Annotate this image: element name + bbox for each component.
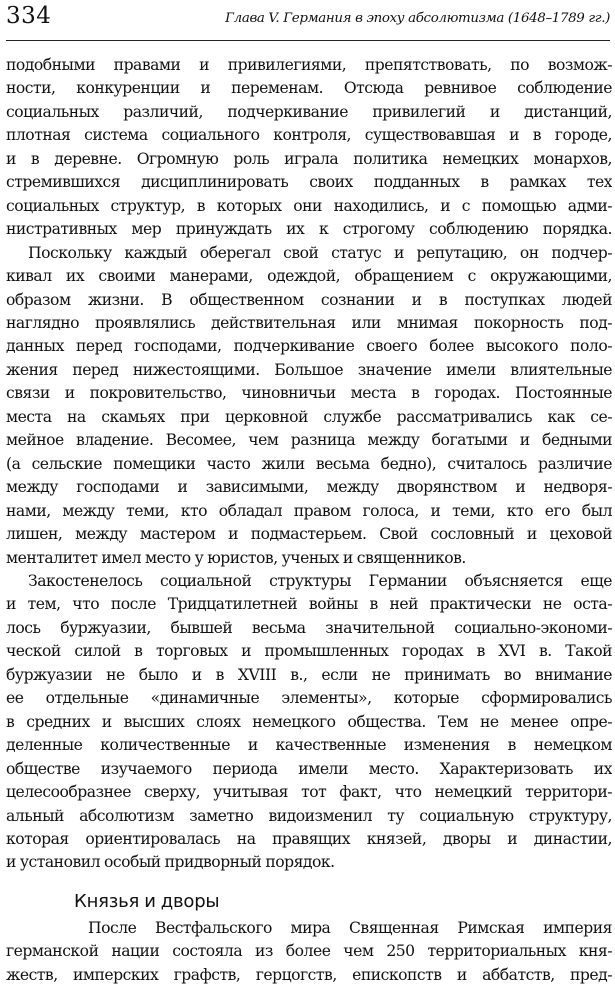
paragraph [6, 54, 612, 242]
text-line: альный абсолютизм заметно видоизменил ту социальную структуру, [6, 806, 612, 825]
text-line: и тем, что после Тридцатилетней войны в ней практически не оста- [6, 595, 612, 614]
text-line: Закостенелось социальной структуры Германии объясняется еще [28, 571, 612, 590]
text-line: места на скамьях при церковной службе рассматривались как се- [6, 407, 612, 426]
text-line: кивал их своими манерами, одеждой, обращением с окружающими, [6, 267, 612, 286]
text-line: данных перед господами, подчеркивание своего более высокого поло- [6, 337, 612, 356]
text-line: германской нации состояла из более чем 250 территориальных кня- [6, 942, 612, 961]
paragraph [6, 242, 612, 570]
text-line: ческой силой в торговых и промышленных городах в XVI в. Такой [6, 642, 612, 661]
text-line: буржуазии не было и в XVIII в., если не принимать во внимание [6, 665, 612, 684]
paragraph [6, 917, 612, 987]
text-line: жеств, имперских графств, герцогств, епископств и аббатств, пред- [6, 965, 612, 984]
text-line: обществе изучаемого периода имели место. Характеризовать их [6, 759, 612, 778]
text-line: связи и покровительство, чиновничьи места в городах. Постоянные [6, 384, 612, 403]
text-line: в средних и высших слоях немецкого общества. Тем не менее опре- [6, 712, 612, 731]
text-line: нистративных мер принуждать их к строгому соблюдению порядка. [6, 220, 612, 239]
text-line: которая ориентировалась на правящих князей, дворы и династии, [6, 829, 612, 848]
text-line: нами, между теми, кто обладал правом голоса, и теми, кто его был [6, 501, 612, 520]
text-line: социальных различий, подчеркивание привилегий и дистанций, [6, 102, 612, 121]
running-head: Глава V. Германия в эпоху абсолютизма (1648–1789 гг.) [225, 11, 610, 26]
text-line: ее отдельные «динамичные элементы», которые сформировались [6, 689, 612, 708]
text-line: подобными правами и привилегиями, препятствовать, по возмож- [6, 56, 612, 74]
text-line: лось буржуазии, бывшей весьма значительной социально-экономи- [6, 618, 612, 637]
text-line: мейное владение. Весомее, чем разница между богатыми и бедными [6, 431, 612, 450]
text-line: социальных структур, в которых они находились, и с помощью адми- [6, 196, 612, 215]
text-line: (а сельские помещики часто жили весьма бедно), считалось различие [6, 454, 612, 473]
text-line: между господами и зависимыми, между дворянством и недворя- [6, 478, 612, 497]
text-line: плотная система социального контроля, существовавшая и в городе, [6, 126, 612, 145]
text-line: и установил особый придворный порядок. [6, 853, 335, 872]
text-line: и в деревне. Огромную роль играла политика немецких монархов, [6, 149, 612, 168]
text-line: Поскольку каждый оберегал свой статус и репутацию, он подчер- [28, 243, 612, 262]
paragraph [6, 570, 612, 875]
text-line: целесообразнее сверху, учитывая тот факт, что немецкий территори- [6, 783, 612, 802]
text-line: стремившихся дисциплинировать своих подданных в рамках тех [6, 173, 612, 192]
page-header [6, 0, 610, 41]
text-line: ности, конкуренции и переменам. Отсюда ревнивое соблюдение [6, 79, 612, 98]
text-line: образом жизни. В общественном сознании и в поступках людей [6, 290, 612, 309]
text-line: После Вестфальского мира Священная Римская империя [88, 918, 612, 937]
body-text [6, 54, 612, 987]
text-line: лишен, между мастером и подмастерьем. Свой сословный и цеховой [6, 525, 612, 544]
section-heading: Князья и дворы [74, 890, 220, 912]
text-line: жения перед нижестоящими. Большое значение имели влиятельные [6, 360, 612, 379]
page-number: 334 [6, 3, 52, 29]
text-line: менталитет имел место у юристов, ученых и священников. [6, 548, 466, 567]
text-line: наглядно проявлялись действительная или мнимая покорность под- [6, 313, 612, 332]
text-line: деленные количественные и качественные изменения в немецком [6, 736, 612, 755]
